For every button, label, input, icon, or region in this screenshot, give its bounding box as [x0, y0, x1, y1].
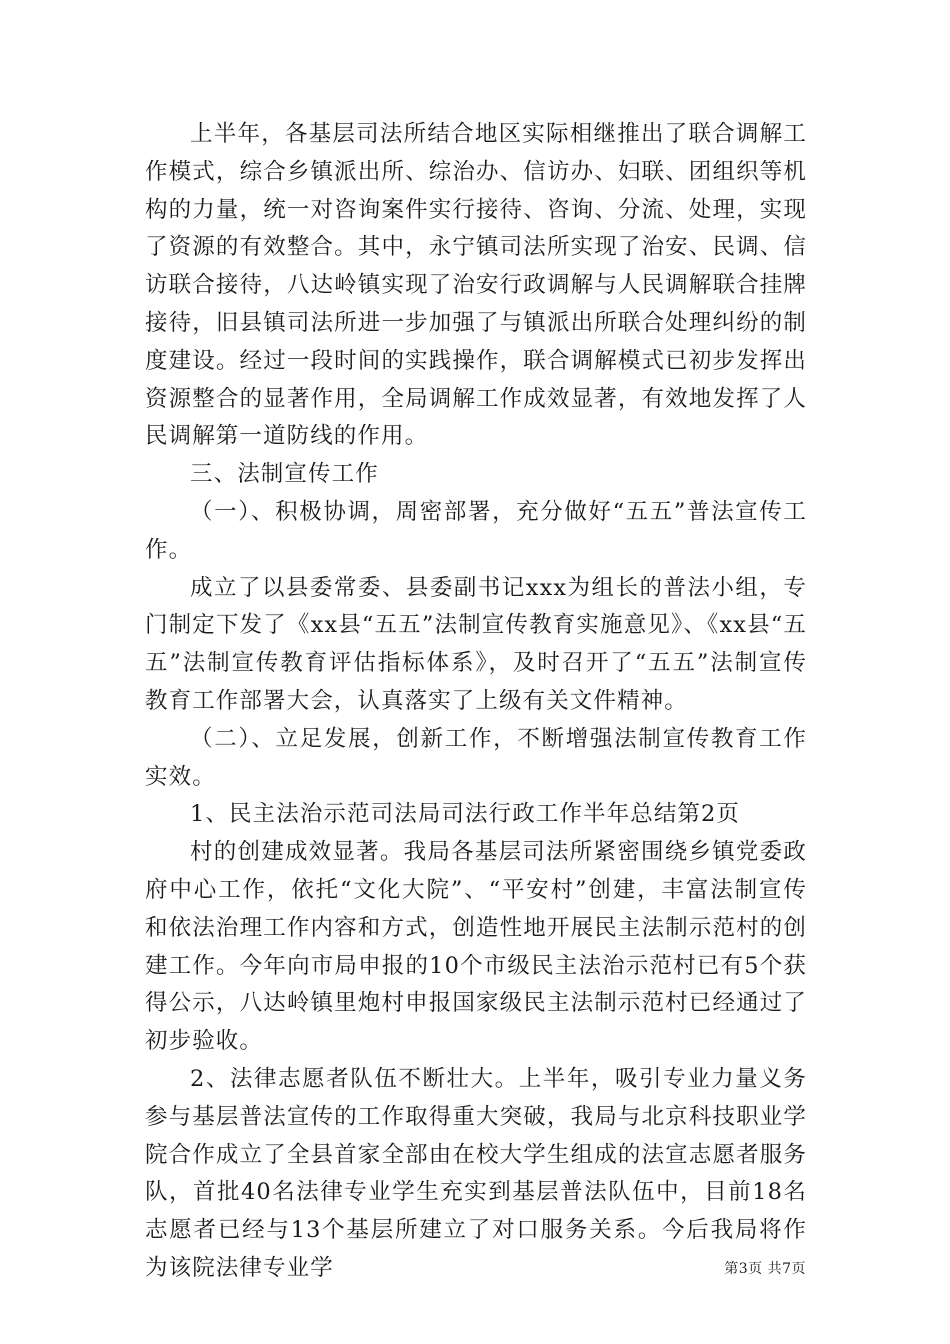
paragraph-joint-mediation: 上半年，各基层司法所结合地区实际相继推出了联合调解工作模式，综合乡镇派出所、综治办、信访办、妇联、团组织等机构的力量，统一对咨询案件实行接待、咨询、分流、处理，实现了资源的有效整合。其中，永宁镇司法所实现了治安、民调、信访联合接待，八达岭镇实现了治安行政调解与人民调解联合挂牌接待，旧县镇司法所进一步加强了与镇派出所联合处理纠纷的制度建设。经过一段时间的实践操作，联合调解模式已初步发挥出资源整合的显著作用，全局调解工作成效显著，有效地发挥了人民调解第一道防线的作用。	[145, 121, 807, 450]
paragraph-model-village: 村的创建成效显著。我局各基层司法所紧密围绕乡镇党委政府中心工作，依托“文化大院”、“平安村”创建，丰富法制宣传和依法治理工作内容和方式，创造性地开展民主法制示范村的创建工作。今年向市局申报的10个市级民主法治示范村已有5个获得公示，八达岭镇里炮村申报国家级民主法制示范村已经通过了初步验收。	[145, 839, 807, 1055]
subheading-two: （二）、立足发展，创新工作，不断增强法制宣传教育工作实效。	[145, 725, 807, 790]
paragraph-item-one-title: 1、民主法治示范司法局司法行政工作半年总结第2页	[190, 801, 741, 828]
paragraph-law-group: 成立了以县委常委、县委副书记xxx为组长的普法小组，专门制定下发了《xx县“五五”法制宣传教育实施意见》、《xx县“五五”法制宣传教育评估指标体系》，及时召开了“五五”法制宣传教育工作部署大会，认真落实了上级有关文件精神。	[145, 574, 807, 714]
section-heading-legal-publicity: 三、法制宣传工作	[190, 461, 379, 488]
paragraph-volunteers: 2、法律志愿者队伍不断壮大。上半年，吸引专业力量义务参与基层普法宣传的工作取得重大突破，我局与北京科技职业学院合作成立了全县首家全部由在校大学生组成的法宣志愿者服务队，首批40名法律专业学生充实到基层普法队伍中，目前18名志愿者已经与13个基层所建立了对口服务关系。今后我局将作为该院法律专业学	[145, 1065, 807, 1281]
subheading-one: （一）、积极协调，周密部署，充分做好“五五”普法宣传工作。	[145, 498, 807, 563]
document-body	[145, 116, 807, 1288]
page-footer: 第3页 共7页	[724, 1261, 806, 1277]
